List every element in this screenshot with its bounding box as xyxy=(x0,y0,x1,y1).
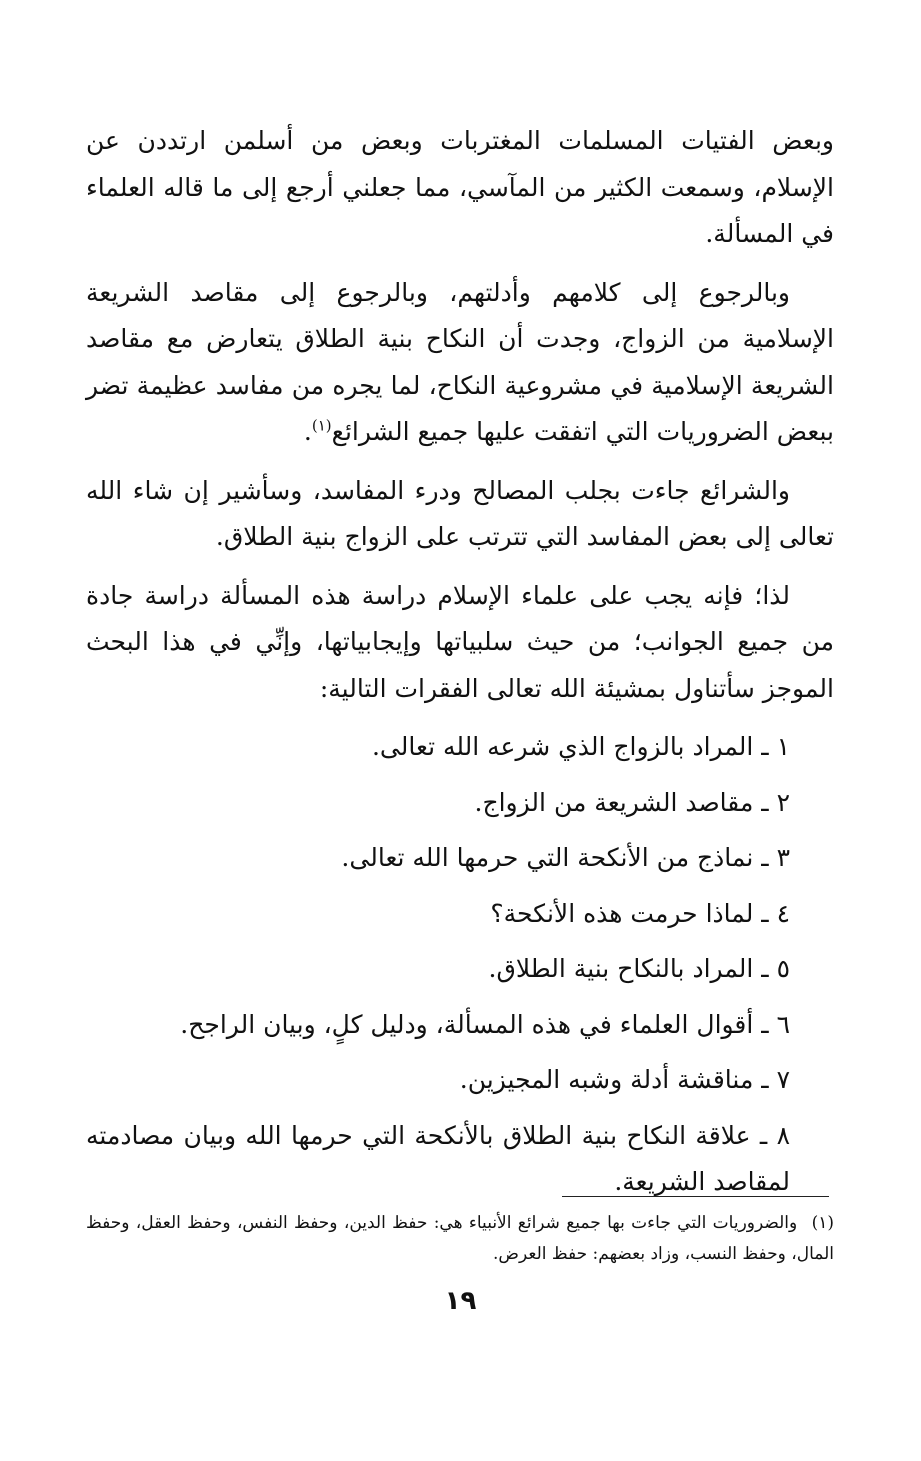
list-item-8: ٨ ـ علاقة النكاح بنية الطلاق بالأنكحة التي حرمها الله وبيان مصادمته لمقاصد الشريعة. xyxy=(86,1120,790,1196)
paragraph-1: وبعض الفتيات المسلمات المغتربات وبعض من أسلمن ارتددن عن الإسلام، وسمعت الكثير من المآسي، مما جعلني أرجع إلى ما قاله العلماء في المسألة. xyxy=(86,126,834,248)
paragraph-3: والشرائع جاءت بجلب المصالح ودرء المفاسد، وسأشير إن شاء الله تعالى إلى بعض المفاسد التي تترتب على الزواج بنية الطلاق. xyxy=(86,475,834,551)
footnote-marker: (١) xyxy=(811,1213,834,1233)
paragraph-2-end: . xyxy=(303,417,312,446)
list-item-6: ٦ ـ أقوال العلماء في هذه المسألة، ودليل كلٍ، وبيان الراجح. xyxy=(180,1009,790,1039)
page-number: ١٩ xyxy=(444,1286,477,1316)
footnote xyxy=(86,1208,834,1270)
paragraph-2-text: وبالرجوع إلى كلامهم وأدلتهم، وبالرجوع إلى مقاصد الشريعة الإسلامية من الزواج، وجدت أن النكاح بنية الطلاق يتعارض مع مقاصد الشريعة الإسلامية في مشروعية النكاح، لما يجره من مفاسد عظيمة تضر ببعض الضروريات التي اتفقت عليها جميع الشرائع xyxy=(86,277,834,446)
list-item-3: ٣ ـ نماذج من الأنكحة التي حرمها الله تعالى. xyxy=(341,843,790,872)
topics-list xyxy=(86,724,834,1206)
list-item-7: ٧ ـ مناقشة أدلة وشبه المجيزين. xyxy=(459,1065,790,1094)
body-text xyxy=(86,118,834,1215)
footnote-reference[interactable]: (١) xyxy=(311,416,332,435)
paragraph-2 xyxy=(86,270,834,456)
footnote-text: والضروريات التي جاءت بها جميع شرائع الأنبياء هي: حفظ الدين، وحفظ النفس، وحفظ العقل، وحفظ المال، وحفظ النسب، وزاد بعضهم: حفظ العرض. xyxy=(86,1213,834,1264)
list-item-5: ٥ ـ المراد بالنكاح بنية الطلاق. xyxy=(488,954,790,983)
list-item-1: ١ ـ المراد بالزواج الذي شرعه الله تعالى. xyxy=(371,732,790,761)
paragraph-4: لذا؛ فإنه يجب على علماء الإسلام دراسة هذه المسألة دراسة جادة من جميع الجوانب؛ من حيث سلبياتها وإيجابياتها، وإنِّي في هذا البحث الموجز سأتناول بمشيئة الله تعالى الفقرات التالية: xyxy=(86,580,834,703)
footnote-divider xyxy=(562,1196,829,1197)
list-item-4: ٤ ـ لماذا حرمت هذه الأنكحة؟ xyxy=(490,898,790,928)
list-item-2: ٢ ـ مقاصد الشريعة من الزواج. xyxy=(474,787,790,817)
